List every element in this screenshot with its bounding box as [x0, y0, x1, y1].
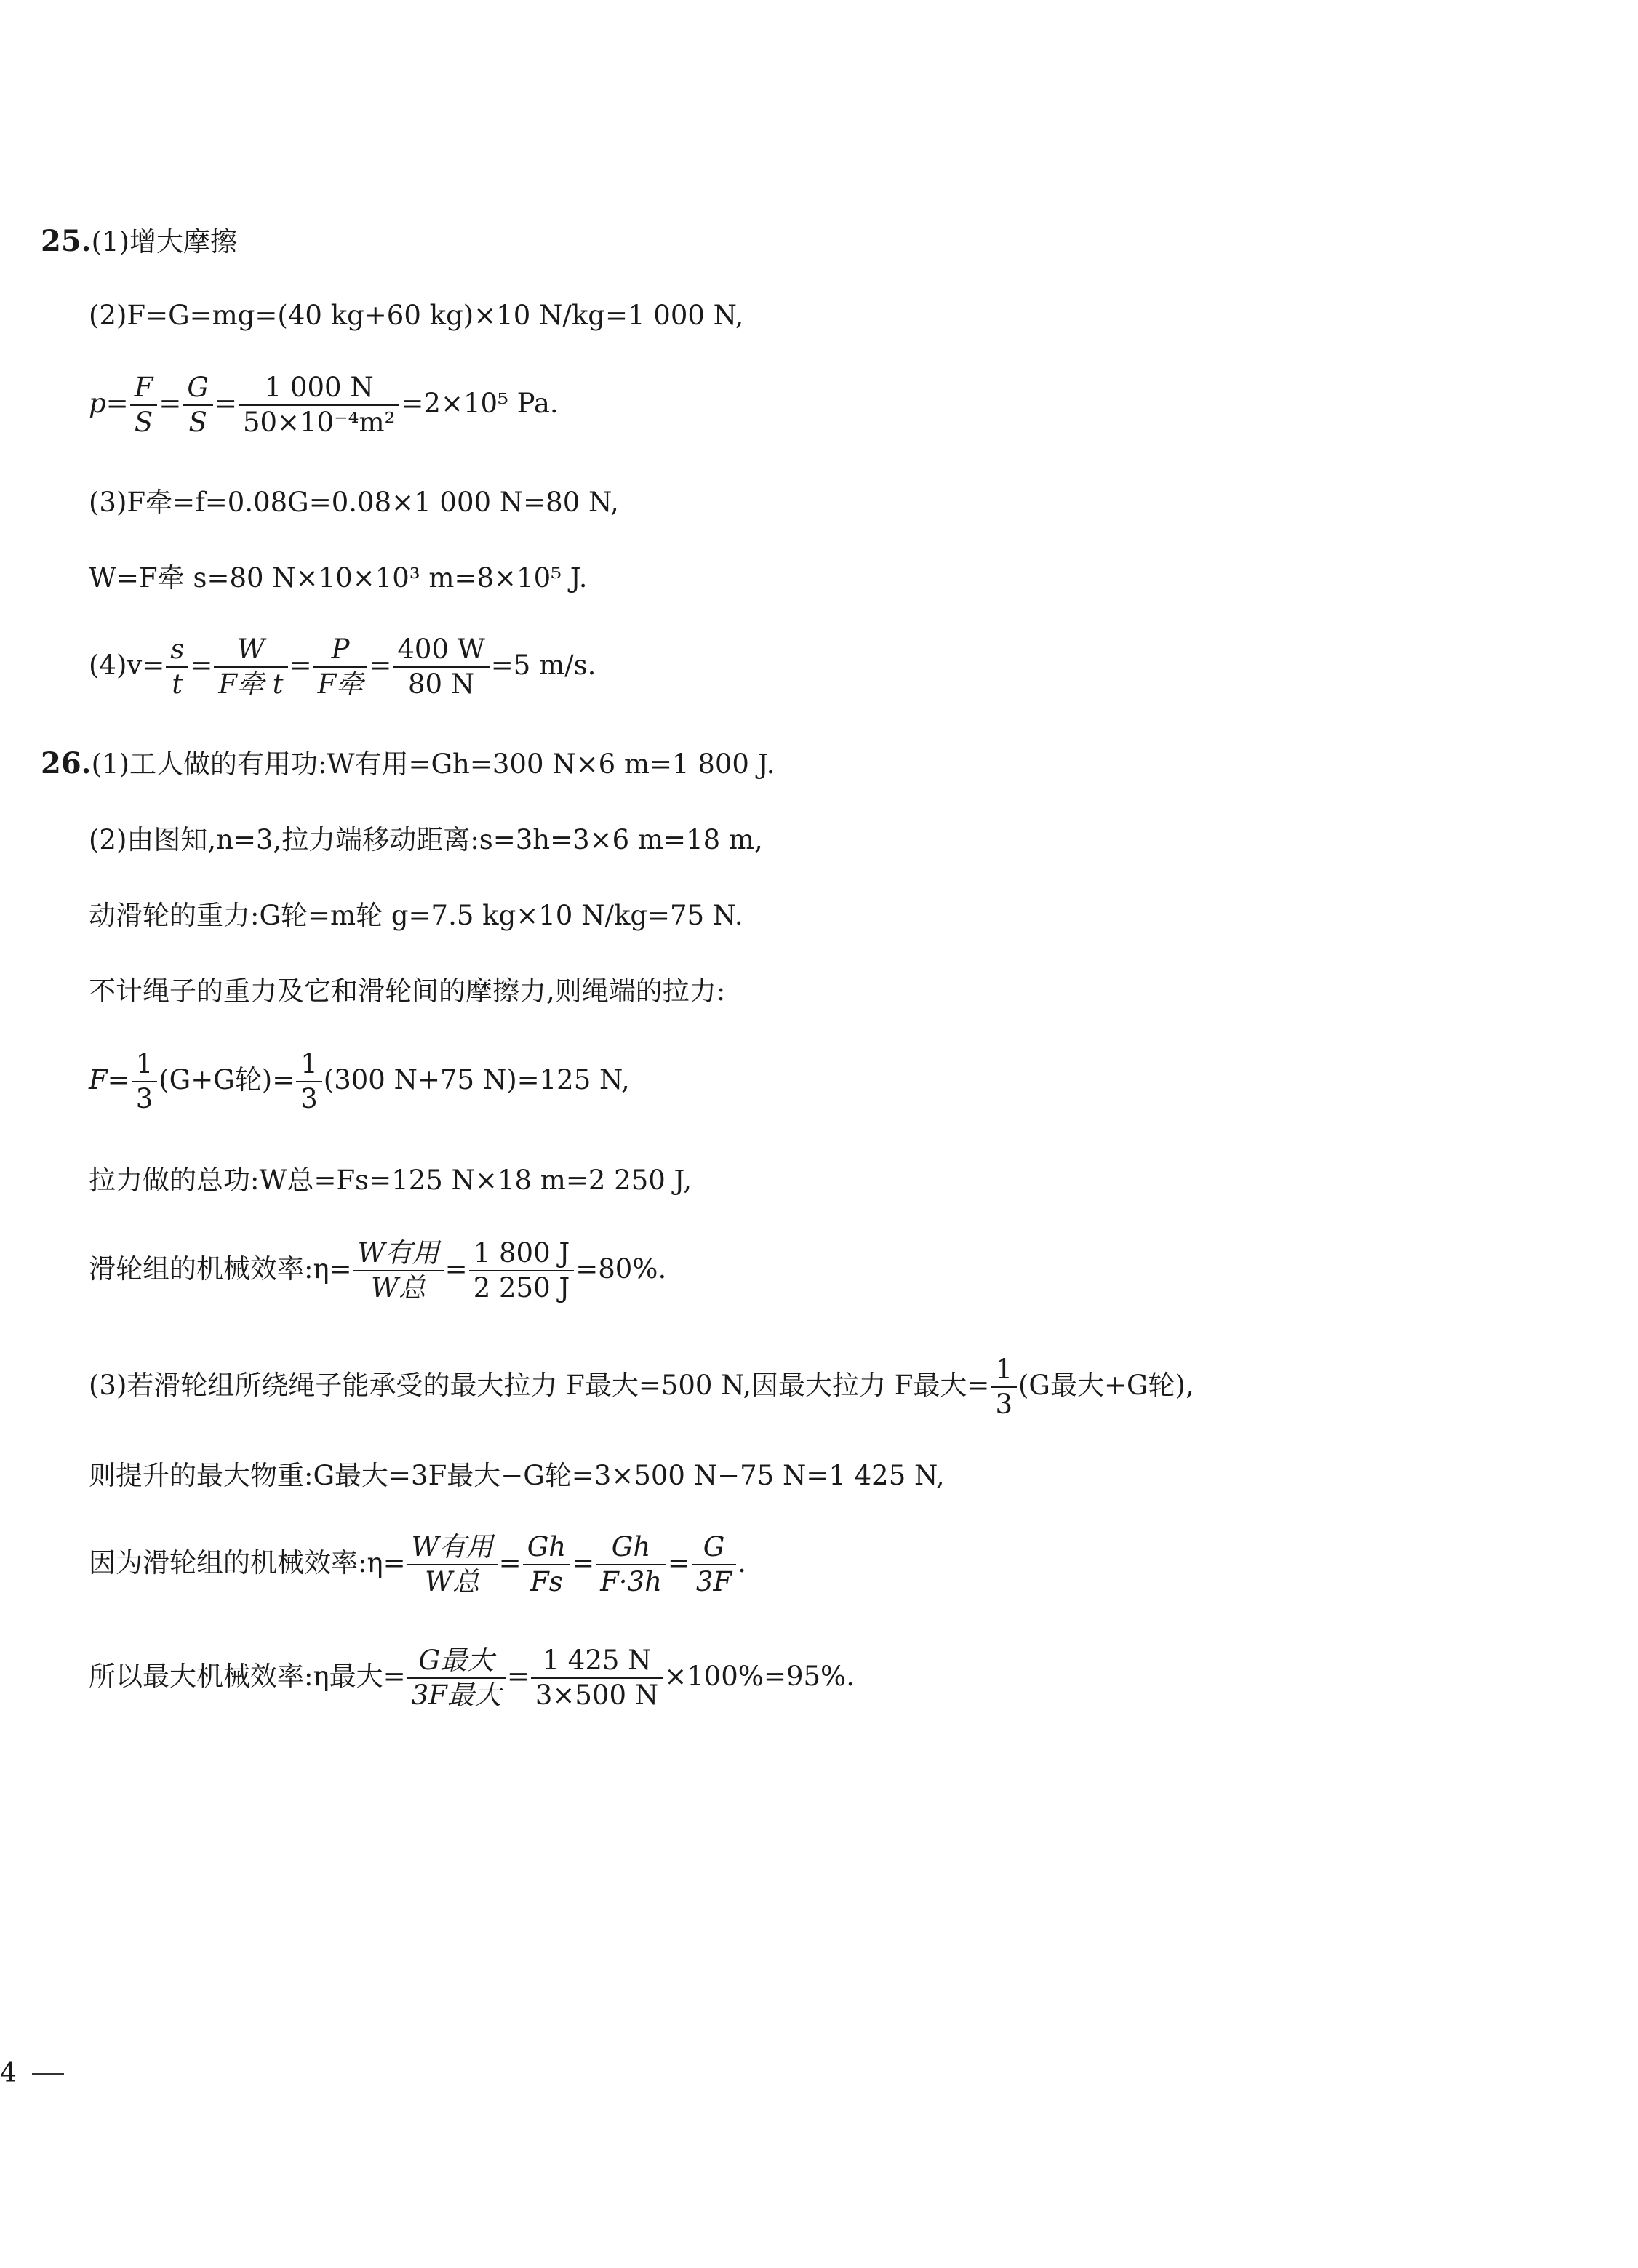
footer-dash: [32, 2073, 64, 2075]
q26-formula-efficiency: 滑轮组的机械效率:η= $\frac{\text{W有用}}{\text{W总}}$ = $\frac{1 800 J}{2 250 J}$ =80%.: [89, 1237, 666, 1306]
q25-line-4: (3)F牵=f=0.08G=0.08×1 000 N=80 N,: [89, 487, 619, 518]
fraction: $\frac{P}{\text{F牵}}$: [313, 633, 368, 702]
fraction: $\frac{G}{S}$: [183, 371, 213, 440]
q26-line-1: [41, 746, 775, 780]
fraction: $\frac{\text{G最大}}{\text{3F最大}}$: [407, 1644, 506, 1713]
q25-formula-speed: (4)v= $\frac{s}{t}$ = $\frac{W}{\text{F牵 t}}$ = $\frac{P}{\text{F牵}}$ = $\frac{400 W}{80 N}$ =5 m/s.: [89, 633, 596, 702]
question-number: 25.: [41, 224, 92, 258]
fraction: $\frac{1}{3}$: [132, 1047, 158, 1117]
q26-formula-force: F= $\frac{1}{3}$ (G+G轮)= $\frac{1}{3}$ (300 N+75 N)=125 N,: [89, 1047, 630, 1117]
q26-formula-max-efficiency: 所以最大机械效率:η最大= $\frac{\text{G最大}}{\text{3F最大}}$ = $\frac{1 425 N}{3\times 500 N}$ ×100%=95%.: [89, 1644, 855, 1713]
q25-line-2: (2)F=G=mg=(40 kg+60 kg)×10 N/kg=1 000 N,: [89, 300, 744, 331]
fraction: $\frac{s}{t}$: [166, 633, 188, 702]
q26-formula-max-force: (3)若滑轮组所绕绳子能承受的最大拉力 F最大=500 N,因最大拉力 F最大= $\frac{1}{3}$ (G最大+G轮),: [89, 1353, 1194, 1422]
q26-line-3: 动滑轮的重力:G轮=m轮 g=7.5 kg×10 N/kg=75 N.: [89, 900, 743, 931]
page-number: 4: [0, 2059, 17, 2088]
fraction: $\frac{1}{3}$: [991, 1353, 1017, 1422]
fraction: $\frac{G}{3F}$: [692, 1530, 736, 1600]
fraction: $\frac{\text{W有用}}{\text{W总}}$: [353, 1237, 444, 1306]
q26-line-2: (2)由图知,n=3,拉力端移动距离:s=3h=3×6 m=18 m,: [89, 824, 763, 855]
fraction: $\frac{1 800 J}{2 250 J}$: [469, 1237, 575, 1306]
q25-line-1: [41, 224, 238, 258]
fraction: $\frac{1}{3}$: [296, 1047, 322, 1117]
fraction: $\frac{Gh}{Fs}$: [523, 1530, 570, 1600]
answer-text: (1)工人做的有用功:W有用=Gh=300 N×6 m=1 800 J.: [91, 748, 775, 780]
fraction: $\frac{1 000 N}{\text{50×10⁻⁴m²}}$: [239, 371, 399, 440]
q26-line-9: 则提升的最大物重:G最大=3F最大−G轮=3×500 N−75 N=1 425 N,: [89, 1460, 945, 1491]
answer-text: (1)增大摩擦: [91, 226, 238, 257]
q25-line-5: W=F牵 s=80 N×10×10³ m=8×10⁵ J.: [89, 562, 588, 594]
q26-line-6: 拉力做的总功:W总=Fs=125 N×18 m=2 250 J,: [89, 1165, 692, 1196]
question-number: 26.: [41, 746, 92, 780]
fraction: $\frac{1 425 N}{3\times 500 N}$: [531, 1644, 663, 1713]
fraction: $\frac{400 W}{80 N}$: [393, 633, 489, 702]
fraction: $\frac{W}{\text{F牵 t}}$: [214, 633, 287, 702]
fraction: $\frac{Gh}{F\cdot 3h}$: [596, 1530, 666, 1600]
fraction: $\frac{F}{S}$: [130, 371, 158, 440]
fraction: $\frac{\text{W有用}}{\text{W总}}$: [407, 1530, 498, 1600]
q26-line-4: 不计绳子的重力及它和滑轮间的摩擦力,则绳端的拉力:: [89, 975, 726, 1007]
q25-formula-pressure: p= $\frac{F}{S}$ = $\frac{G}{S}$ = $\frac{1 000 N}{\text{50×10⁻⁴m²}}$ =2×10⁵ Pa.: [89, 371, 559, 440]
q26-formula-efficiency-general: 因为滑轮组的机械效率:η= $\frac{\text{W有用}}{\text{W总}}$ = $\frac{Gh}{Fs}$ = $\frac{Gh}{F\cdot 3h}$ = $\frac{G}{3F}$ .: [89, 1530, 746, 1600]
